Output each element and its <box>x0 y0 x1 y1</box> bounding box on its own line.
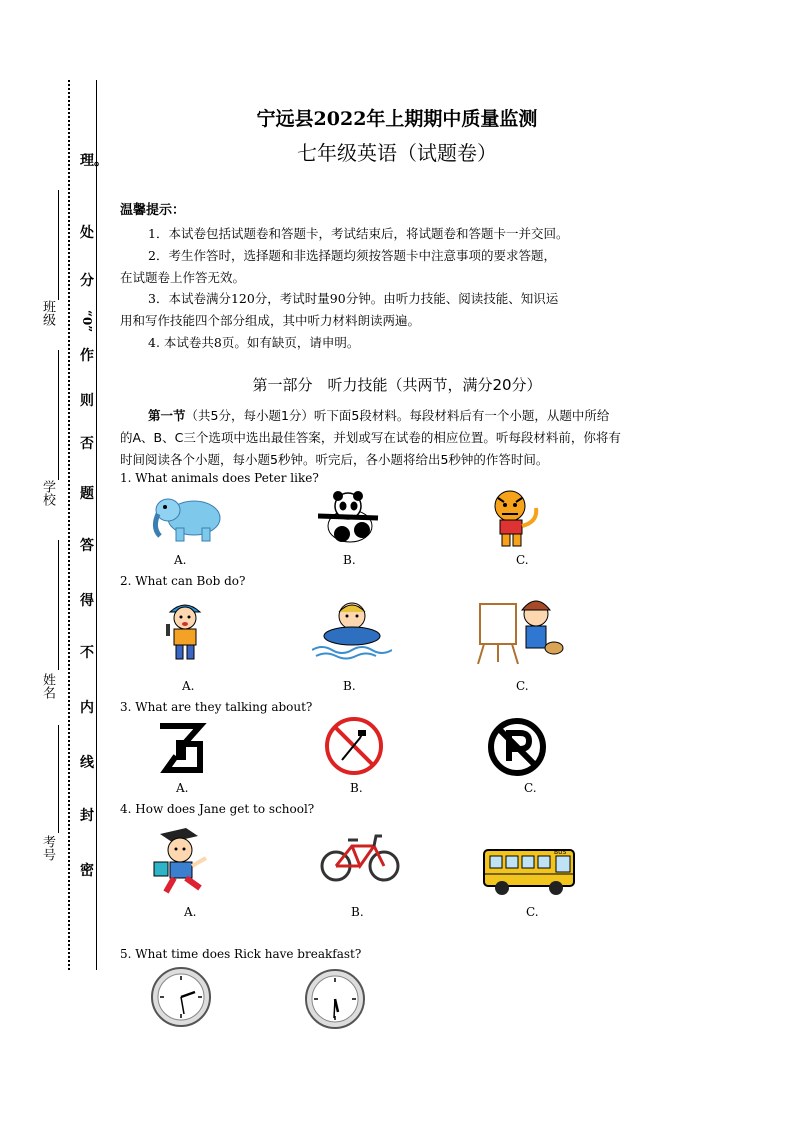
option-label: B. <box>343 679 356 693</box>
clock-icon <box>304 968 366 1030</box>
name-field-line[interactable] <box>58 540 59 670</box>
tips-block <box>120 200 680 354</box>
tips-item: 用和写作技能四个部分组成，其中听力材料朗读两遍。 <box>120 313 421 329</box>
option-label: C. <box>524 781 537 795</box>
binding-char: 分 <box>80 273 94 289</box>
number-label: 考号 <box>40 835 55 861</box>
no-swimming-sign-icon <box>324 716 384 776</box>
page-subtitle: 七年级英语（试题卷） <box>297 141 497 165</box>
binding-char: 否 <box>80 436 94 452</box>
elephant-icon <box>150 492 232 544</box>
binding-char: 理。 <box>80 153 108 169</box>
name-label: 姓名 <box>40 673 55 699</box>
binding-char: 密 <box>80 863 94 879</box>
tips-item: 在试题卷上作答无效。 <box>120 269 246 285</box>
bus-label: BUS <box>554 849 567 856</box>
section-head: 第一节 <box>148 408 186 423</box>
binding-char: “0” <box>80 310 94 333</box>
class-label: 班级 <box>40 300 55 326</box>
binding-char: 题 <box>80 486 94 502</box>
tips-item: 3．本试卷满分120分，考试时量90分钟。由听力技能、阅读技能、知识运 <box>148 291 559 307</box>
binding-char: 不 <box>80 645 94 661</box>
clock-icon <box>150 966 212 1028</box>
option-label: C. <box>526 905 539 919</box>
painting-kid-icon <box>474 594 564 664</box>
binding-char: 则 <box>80 393 94 409</box>
question-5: 5. What time does Rick have breakfast? <box>120 947 362 961</box>
tips-item: 2．考生作答时，选择题和非选择题均须按答题卡中注意事项的要求答题， <box>148 247 556 263</box>
binding-char: 答 <box>80 538 94 554</box>
binding-char: 线 <box>80 755 94 771</box>
school-field-line[interactable] <box>58 350 59 480</box>
question-2: 2. What can Bob do? <box>120 574 246 588</box>
option-label: A. <box>184 905 197 919</box>
walking-student-icon <box>140 826 224 896</box>
option-label: C. <box>516 679 529 693</box>
option-label: B. <box>343 553 356 567</box>
binding-char: 内 <box>80 700 94 716</box>
option-label: A. <box>182 679 195 693</box>
singing-kid-icon <box>160 598 210 662</box>
option-label: C. <box>516 553 529 567</box>
page-title: 宁远县2022年上期期中质量监测 <box>256 108 538 130</box>
bicycle-icon <box>320 828 400 884</box>
number-field-line[interactable] <box>58 725 59 833</box>
question-4: 4. How does Jane get to school? <box>120 802 315 816</box>
part-title: 第一部分 听力技能（共两节，满分20分） <box>252 376 542 394</box>
binding-dotted-line <box>68 80 70 970</box>
panda-icon <box>318 490 380 546</box>
binding-char: 封 <box>80 808 94 824</box>
question-3: 3. What are they talking about? <box>120 700 313 714</box>
binding-char: 得 <box>80 593 94 609</box>
option-label: A. <box>176 781 189 795</box>
section-text: 时间阅读各个小题，每小题5秒钟。听完后，各小题将给出5秒钟的作答时间。 <box>120 451 549 467</box>
binding-char: 作 <box>80 348 94 364</box>
tips-item: 4. 本试卷共8页。如有缺页，请申明。 <box>148 335 360 351</box>
no-parking-sign-icon <box>487 717 547 777</box>
swimming-kid-icon <box>312 596 392 660</box>
school-label: 学校 <box>40 480 55 506</box>
class-field-line[interactable] <box>58 190 59 300</box>
section-intro <box>120 405 680 471</box>
tiger-icon <box>480 488 544 548</box>
sign-logo-icon <box>156 722 212 774</box>
option-label: B. <box>350 781 363 795</box>
option-label: B. <box>351 905 364 919</box>
binding-solid-line <box>96 80 97 970</box>
tips-item: 1．本试卷包括试题卷和答题卡，考试结束后，将试题卷和答题卡一并交回。 <box>148 225 569 241</box>
school-bus-icon <box>482 846 578 898</box>
section-text: 的A、B、C三个选项中选出最佳答案，并划或写在试卷的相应位置。听每段材料前，你将有 <box>120 429 621 445</box>
question-1: 1. What animals does Peter like? <box>120 471 319 485</box>
binding-char: 处 <box>80 225 94 241</box>
section-text: （共5分，每小题1分）听下面5段材料。每段材料后有一个小题，从题中所给 <box>185 408 610 423</box>
option-label: A. <box>174 553 187 567</box>
tips-head: 温馨提示： <box>120 203 186 218</box>
